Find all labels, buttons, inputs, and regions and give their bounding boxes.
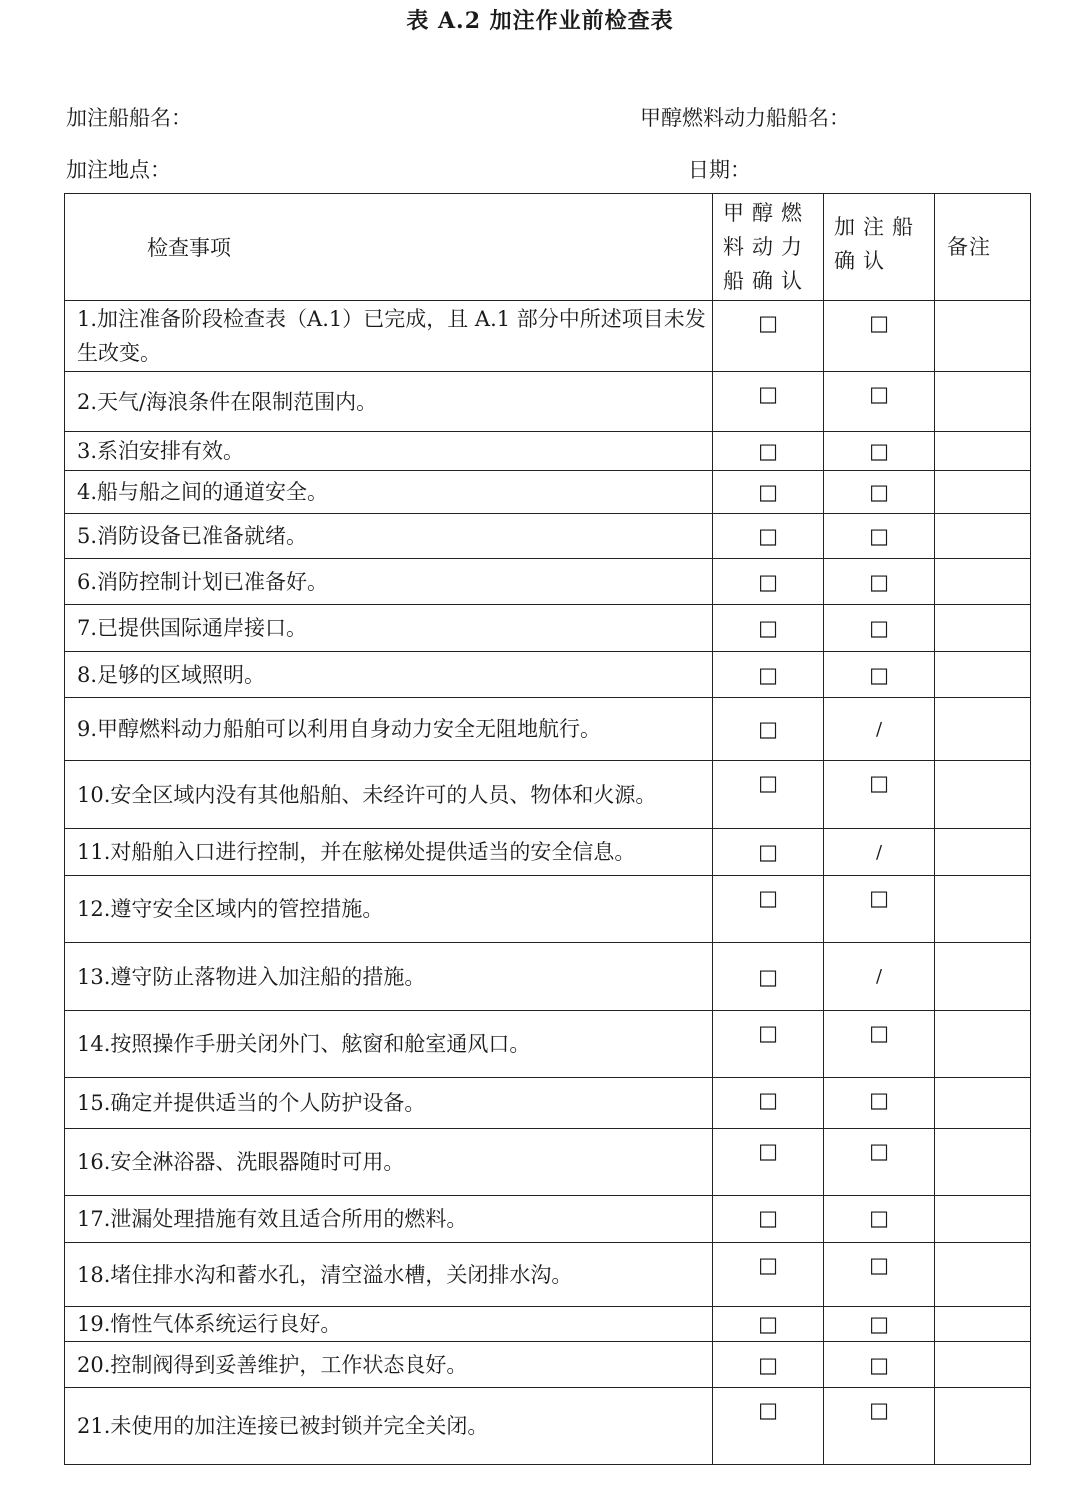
bunker-ship-checkbox[interactable]: □ — [824, 876, 935, 943]
remark-cell[interactable] — [935, 1307, 1031, 1342]
table-row — [65, 514, 1031, 559]
bunker-ship-checkbox[interactable]: □ — [824, 471, 935, 514]
item-text: 11.对船舶入口进行控制，并在舷梯处提供适当的安全信息。 — [65, 829, 713, 876]
remark-cell[interactable] — [935, 1129, 1031, 1196]
bunker-ship-checkbox[interactable]: □ — [824, 1196, 935, 1243]
table-row — [65, 471, 1031, 514]
remark-cell[interactable] — [935, 301, 1031, 372]
methanol-ship-checkbox[interactable]: □ — [713, 301, 824, 372]
bunker-ship-name-label: 加注船船名： — [66, 106, 192, 130]
header-remarks: 备注 — [935, 194, 1031, 301]
remark-cell[interactable] — [935, 559, 1031, 605]
remark-cell[interactable] — [935, 652, 1031, 698]
item-text: 1.加注准备阶段检查表（A.1）已完成，且 A.1 部分中所述项目未发生改变。 — [65, 301, 713, 372]
bunker-ship-checkbox[interactable]: □ — [824, 1011, 935, 1078]
methanol-ship-checkbox[interactable]: □ — [713, 1307, 824, 1342]
methanol-ship-checkbox[interactable]: □ — [713, 432, 824, 471]
table-row — [65, 1078, 1031, 1129]
page-title: 表 A.2 加注作业前检查表 — [406, 8, 674, 34]
remark-cell[interactable] — [935, 372, 1031, 432]
bunker-ship-checkbox[interactable]: □ — [824, 301, 935, 372]
bunker-ship-not-applicable: / — [824, 698, 935, 761]
table-row — [65, 698, 1031, 761]
remark-cell[interactable] — [935, 1011, 1031, 1078]
bunker-ship-checkbox[interactable]: □ — [824, 372, 935, 432]
date-label: 日期： — [688, 158, 751, 182]
remark-cell[interactable] — [935, 471, 1031, 514]
methanol-ship-checkbox[interactable]: □ — [713, 1196, 824, 1243]
location-label: 加注地点： — [66, 158, 171, 182]
remark-cell[interactable] — [935, 1388, 1031, 1465]
table-row — [65, 301, 1031, 372]
table-row — [65, 1342, 1031, 1388]
header-row — [65, 194, 1031, 301]
table-row — [65, 829, 1031, 876]
item-text: 9.甲醇燃料动力船舶可以利用自身动力安全无阻地航行。 — [65, 698, 713, 761]
bunker-ship-checkbox[interactable]: □ — [824, 652, 935, 698]
table-row — [65, 432, 1031, 471]
item-text: 18.堵住排水沟和蓄水孔，清空溢水槽，关闭排水沟。 — [65, 1243, 713, 1307]
table-row — [65, 943, 1031, 1011]
table-row — [65, 605, 1031, 652]
item-text: 17.泄漏处理措施有效且适合所用的燃料。 — [65, 1196, 713, 1243]
methanol-ship-checkbox[interactable]: □ — [713, 1078, 824, 1129]
remark-cell[interactable] — [935, 698, 1031, 761]
methanol-ship-checkbox[interactable]: □ — [713, 698, 824, 761]
remark-cell[interactable] — [935, 432, 1031, 471]
bunker-ship-not-applicable: / — [824, 829, 935, 876]
item-text: 2.天气/海浪条件在限制范围内。 — [65, 372, 713, 432]
methanol-ship-checkbox[interactable]: □ — [713, 1388, 824, 1465]
bunker-ship-checkbox[interactable]: □ — [824, 1129, 935, 1196]
methanol-ship-name-label: 甲醇燃料动力船船名： — [640, 106, 850, 130]
item-text: 20.控制阀得到妥善维护，工作状态良好。 — [65, 1342, 713, 1388]
remark-cell[interactable] — [935, 1342, 1031, 1388]
item-text: 16.安全淋浴器、洗眼器随时可用。 — [65, 1129, 713, 1196]
item-text: 13.遵守防止落物进入加注船的措施。 — [65, 943, 713, 1011]
table-row — [65, 1196, 1031, 1243]
bunker-ship-checkbox[interactable]: □ — [824, 1078, 935, 1129]
methanol-ship-checkbox[interactable]: □ — [713, 605, 824, 652]
item-text: 4.船与船之间的通道安全。 — [65, 471, 713, 514]
table-row — [65, 1011, 1031, 1078]
header-item: 检查事项 — [65, 194, 713, 301]
bunker-ship-checkbox[interactable]: □ — [824, 761, 935, 829]
methanol-ship-checkbox[interactable]: □ — [713, 372, 824, 432]
methanol-ship-checkbox[interactable]: □ — [713, 1342, 824, 1388]
methanol-ship-checkbox[interactable]: □ — [713, 1129, 824, 1196]
remark-cell[interactable] — [935, 761, 1031, 829]
bunker-ship-checkbox[interactable]: □ — [824, 514, 935, 559]
item-text: 15.确定并提供适当的个人防护设备。 — [65, 1078, 713, 1129]
bunker-ship-checkbox[interactable]: □ — [824, 1243, 935, 1307]
remark-cell[interactable] — [935, 1243, 1031, 1307]
remark-cell[interactable] — [935, 876, 1031, 943]
item-text: 8.足够的区域照明。 — [65, 652, 713, 698]
bunker-ship-not-applicable: / — [824, 943, 935, 1011]
methanol-ship-checkbox[interactable]: □ — [713, 876, 824, 943]
bunker-ship-checkbox[interactable]: □ — [824, 432, 935, 471]
methanol-ship-checkbox[interactable]: □ — [713, 1243, 824, 1307]
table-row — [65, 372, 1031, 432]
methanol-ship-checkbox[interactable]: □ — [713, 943, 824, 1011]
header-methanol-ship-confirm: 甲醇燃料动力船确认 — [713, 194, 824, 301]
item-text: 21.未使用的加注连接已被封锁并完全关闭。 — [65, 1388, 713, 1465]
remark-cell[interactable] — [935, 1078, 1031, 1129]
methanol-ship-checkbox[interactable]: □ — [713, 559, 824, 605]
item-text: 7.已提供国际通岸接口。 — [65, 605, 713, 652]
methanol-ship-checkbox[interactable]: □ — [713, 761, 824, 829]
table-row — [65, 652, 1031, 698]
table-row — [65, 1243, 1031, 1307]
item-text: 6.消防控制计划已准备好。 — [65, 559, 713, 605]
methanol-ship-checkbox[interactable]: □ — [713, 1011, 824, 1078]
header-bunker-ship-confirm: 加注船确认 — [824, 194, 935, 301]
remark-cell[interactable] — [935, 829, 1031, 876]
methanol-ship-checkbox[interactable]: □ — [713, 471, 824, 514]
remark-cell[interactable] — [935, 1196, 1031, 1243]
bunker-ship-checkbox[interactable]: □ — [824, 559, 935, 605]
remark-cell[interactable] — [935, 514, 1031, 559]
bunker-ship-checkbox[interactable]: □ — [824, 1342, 935, 1388]
item-text: 12.遵守安全区域内的管控措施。 — [65, 876, 713, 943]
table-row — [65, 1129, 1031, 1196]
methanol-ship-checkbox[interactable]: □ — [713, 829, 824, 876]
remark-cell[interactable] — [935, 943, 1031, 1011]
bunker-ship-checkbox[interactable]: □ — [824, 605, 935, 652]
item-text: 14.按照操作手册关闭外门、舷窗和舱室通风口。 — [65, 1011, 713, 1078]
methanol-ship-checkbox[interactable]: □ — [713, 514, 824, 559]
checklist-table — [64, 193, 1031, 1465]
item-text: 5.消防设备已准备就绪。 — [65, 514, 713, 559]
item-text: 19.惰性气体系统运行良好。 — [65, 1307, 713, 1342]
item-text: 10.安全区域内没有其他船舶、未经许可的人员、物体和火源。 — [65, 761, 713, 829]
bunker-ship-checkbox[interactable]: □ — [824, 1388, 935, 1465]
remark-cell[interactable] — [935, 605, 1031, 652]
item-text: 3.系泊安排有效。 — [65, 432, 713, 471]
table-row — [65, 876, 1031, 943]
bunker-ship-checkbox[interactable]: □ — [824, 1307, 935, 1342]
table-row — [65, 559, 1031, 605]
methanol-ship-checkbox[interactable]: □ — [713, 652, 824, 698]
table-row — [65, 1388, 1031, 1465]
table-row — [65, 1307, 1031, 1342]
table-row — [65, 761, 1031, 829]
